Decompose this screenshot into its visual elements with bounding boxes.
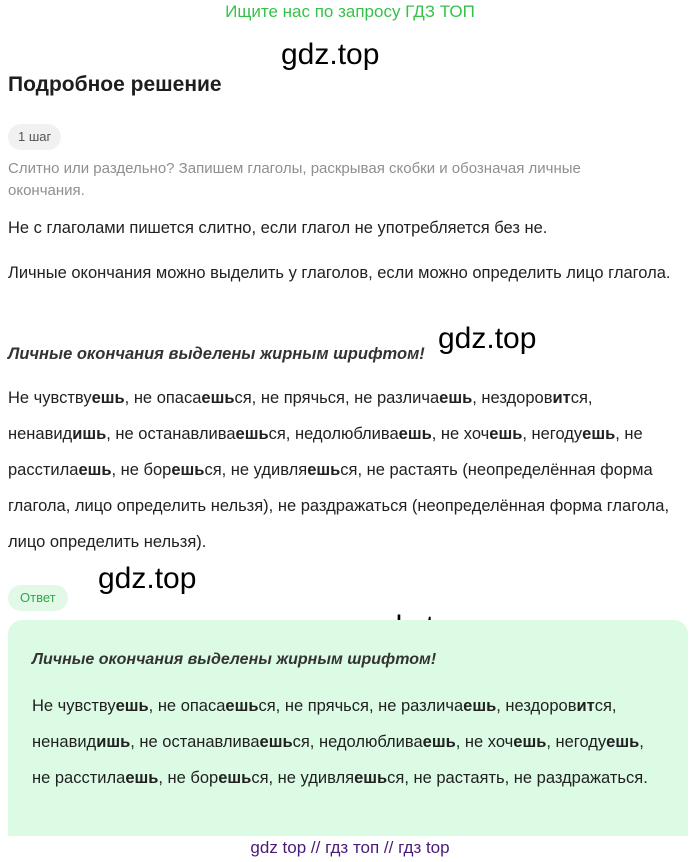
endings-note: Личные окончания выделены жирным шрифтом! bbox=[8, 345, 425, 363]
step-badge: 1 шаг bbox=[8, 124, 61, 150]
task-statement: Слитно или раздельно? Запишем глаголы, раскрывая скобки и обозначая личные окончания. bbox=[8, 160, 581, 199]
verb-text: , не расстила bbox=[32, 733, 644, 787]
watermark: gdz.top bbox=[281, 38, 380, 71]
verb-text: ся, недолюблива bbox=[292, 733, 423, 751]
verb-text: Не чувству bbox=[8, 389, 92, 407]
rule-paragraph: Личные окончания можно выделить у глаголов, если можно определить лицо глагола. bbox=[8, 264, 671, 282]
verb-ending: ешь bbox=[115, 697, 149, 715]
verb-ending: ешь bbox=[398, 425, 432, 443]
verb-text: , не опаса bbox=[148, 697, 226, 715]
verb-ending: ешь bbox=[422, 733, 456, 751]
verbs-paragraph bbox=[8, 380, 692, 560]
verb-text: , не останавлива bbox=[130, 733, 260, 751]
verb-text: ся, недолюблива bbox=[268, 425, 399, 443]
verb-text: ся, не растаять (неопределённая форма глагола, лицо определить нельзя), не раздражаться (неопределённая форма глагола, лицо определить нельзя). bbox=[8, 461, 670, 551]
verb-ending: ешь bbox=[235, 425, 269, 443]
verb-ending: ешь bbox=[225, 697, 259, 715]
verb-ending: ит bbox=[552, 389, 571, 407]
verb-text: ся, не прячься, не различа bbox=[234, 389, 440, 407]
verb-ending: ешь bbox=[606, 733, 640, 751]
verb-ending: ешь bbox=[201, 389, 235, 407]
answer-verbs bbox=[32, 688, 662, 796]
verb-text: , негоду bbox=[522, 425, 583, 443]
verb-ending: ешь bbox=[218, 769, 252, 787]
verb-ending: ишь bbox=[72, 425, 107, 443]
verb-text: , не хоч bbox=[455, 733, 514, 751]
verb-text: Не чувству bbox=[32, 697, 116, 715]
rule-paragraph: Не с глаголами пишется слитно, если глагол не употребляется без не. bbox=[8, 219, 548, 237]
verb-text: ся, не удивля bbox=[204, 461, 308, 479]
verb-text: ся, не растаять, не раздражаться. bbox=[387, 769, 648, 787]
verb-ending: ешь bbox=[439, 389, 473, 407]
watermark: gdz.top bbox=[98, 562, 197, 595]
verb-text: ся, не удивля bbox=[251, 769, 355, 787]
verb-text: , негоду bbox=[546, 733, 607, 751]
verb-text: ся, ненавид bbox=[8, 389, 593, 443]
verb-ending: ешь bbox=[78, 461, 112, 479]
verb-text: ся, не прячься, не различа bbox=[258, 697, 464, 715]
verb-text: , не расстила bbox=[8, 425, 643, 479]
search-hint-banner: Ищите нас по запросу ГДЗ ТОП bbox=[225, 2, 475, 21]
verb-text: , не опаса bbox=[124, 389, 202, 407]
verb-text: , не хоч bbox=[431, 425, 490, 443]
footer-links: gdz top // гдз топ // гдз top bbox=[250, 838, 450, 857]
verb-ending: ешь bbox=[125, 769, 159, 787]
solution-heading: Подробное решение bbox=[8, 73, 222, 96]
verb-ending: ешь bbox=[171, 461, 205, 479]
verb-ending: ишь bbox=[96, 733, 131, 751]
verb-text: ся, ненавид bbox=[32, 697, 617, 751]
answer-note: Личные окончания выделены жирным шрифтом! bbox=[32, 651, 437, 668]
verb-ending: ешь bbox=[307, 461, 341, 479]
verb-ending: ешь bbox=[489, 425, 523, 443]
verb-ending: ешь bbox=[91, 389, 125, 407]
watermark: gdz.top bbox=[438, 322, 537, 355]
verb-ending: ешь bbox=[259, 733, 293, 751]
verb-text: , нездоров bbox=[496, 697, 577, 715]
verb-ending: ешь bbox=[463, 697, 497, 715]
verb-text: , не бор bbox=[158, 769, 219, 787]
answer-badge: Ответ bbox=[8, 585, 68, 611]
verb-text: , не бор bbox=[111, 461, 172, 479]
verb-ending: ешь bbox=[513, 733, 547, 751]
verb-text: , нездоров bbox=[472, 389, 553, 407]
answer-box bbox=[8, 620, 688, 836]
verb-text: , не останавлива bbox=[106, 425, 236, 443]
verb-ending: ешь bbox=[582, 425, 616, 443]
verb-ending: ешь bbox=[354, 769, 388, 787]
verb-ending: ит bbox=[576, 697, 595, 715]
